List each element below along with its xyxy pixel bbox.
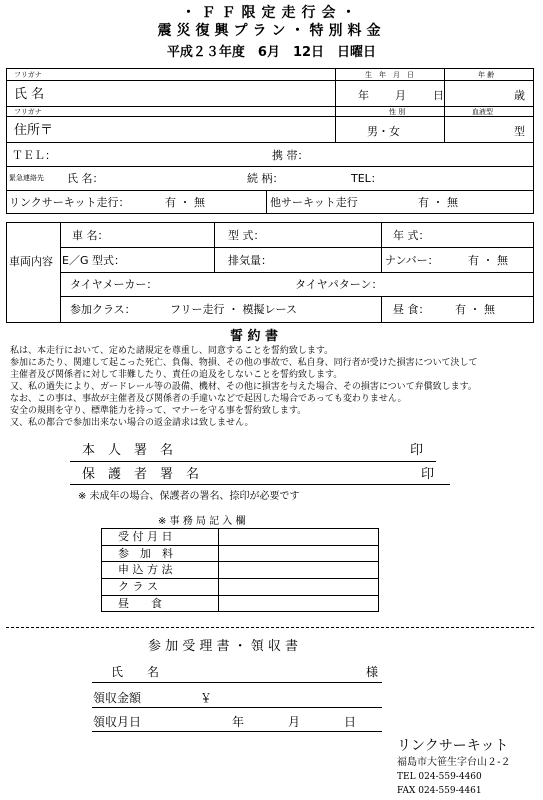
furigana-address-label: フリガナ <box>14 108 42 116</box>
office-row-label: 受 付 月 日 <box>118 530 173 543</box>
lunch-options[interactable]: 有 ・ 無 <box>455 303 495 316</box>
age-unit: 歳 <box>514 89 525 102</box>
title-line-3: 平成２３年度 6月 12日 日曜日 <box>166 45 377 60</box>
office-row-label: 申 込 方 法 <box>118 563 173 576</box>
receipt-date-line[interactable] <box>92 731 382 732</box>
link-circuit-label: リンクサーキット走行： <box>9 196 130 209</box>
office-use-title: ※ 事 務 局 記 入 欄 <box>158 516 246 527</box>
car-model-label: 型 式： <box>228 229 265 242</box>
signature-label: 本 人 署 名 <box>82 443 174 458</box>
oath-line: 参加にあたり、関連して起こった死亡、負傷、物損、その他の事故で、私自身、同行者が受けた損害について決して <box>10 358 478 368</box>
receipt-day-unit: 日 <box>344 715 357 729</box>
receipt-name-label: 氏 名 <box>111 665 160 679</box>
oath-title: 誓 約 書 <box>230 329 279 344</box>
class-options[interactable]: フリー走行 ・ 模擬レース <box>170 303 298 316</box>
receipt-amount-line[interactable] <box>92 707 382 708</box>
oath-line: 安全の規則を守り、標準能力を持って、マナーを守る事を誓約致します。 <box>10 406 307 416</box>
office-row-label: 昼 食 <box>118 597 162 610</box>
number-plate-options[interactable]: 有 ・ 無 <box>468 254 508 267</box>
address-field[interactable] <box>70 118 330 140</box>
name-label: 氏 名 <box>14 87 45 102</box>
tire-pattern-label: タイヤパターン： <box>295 278 383 291</box>
emergency-name-label: 氏 名： <box>67 172 104 185</box>
car-name-label: 車 名： <box>72 229 109 242</box>
guardian-seal: 印 <box>421 467 435 482</box>
address-label: 住所〒 <box>14 123 54 138</box>
tel-label: ＴＥＬ： <box>12 149 56 162</box>
blood-type-header: 血液型 <box>472 108 493 116</box>
birth-year-unit: 年 <box>358 89 369 102</box>
displacement-label: 排気量： <box>228 254 272 267</box>
signature-seal: 印 <box>410 443 424 458</box>
birthdate-header: 生 年 月 日 <box>365 71 414 79</box>
number-plate-label: ナンバー： <box>385 254 439 267</box>
sex-header: 性 別 <box>389 108 406 116</box>
minor-note: ※ 未成年の場合、保護者の署名、捺印が必要です <box>78 491 300 502</box>
office-row-label: ク ラ ス <box>118 580 158 593</box>
birth-day-unit: 日 <box>433 89 444 102</box>
link-circuit-options[interactable]: 有 ・ 無 <box>165 196 205 209</box>
receipt-date-label: 領収月日 <box>93 715 142 729</box>
sex-options[interactable]: 男・女 <box>367 125 400 138</box>
blood-type-unit: 型 <box>514 125 525 138</box>
receipt-title: 参 加 受 理 書 ・ 領 収 書 <box>148 639 299 654</box>
oath-line: 主催者及び関係者に対して非難したり、責任の追及をしないことを誓約致します。 <box>10 370 343 380</box>
mobile-label: 携 帯： <box>272 149 309 162</box>
company-tel: TEL 024-559-4460 <box>397 772 482 782</box>
guardian-signature-label: 保 護 者 署 名 <box>82 467 200 482</box>
receipt-name-line[interactable] <box>92 682 382 683</box>
oath-line: 又、私の都合で参加出来ない場合の返金請求は致しません。 <box>10 418 254 428</box>
name-field[interactable] <box>60 82 330 104</box>
other-circuit-label: 他サーキット走行 <box>270 196 358 209</box>
cut-line <box>6 627 534 628</box>
receipt-sama: 様 <box>366 665 379 679</box>
birth-month-unit: 月 <box>395 89 406 102</box>
age-header: 年 齢 <box>478 71 495 79</box>
furigana-label: フリガナ <box>14 71 42 79</box>
class-label: 参加クラス： <box>70 303 136 316</box>
engine-model-label: E／G 型式： <box>62 254 125 267</box>
oath-line: 又、私の過失により、ガードレール等の設備、機材、その他に損害を与えた場合、その損害について弁償致します。 <box>10 382 477 392</box>
company-name: リンクサーキット <box>397 738 509 754</box>
car-year-label: 年 式： <box>393 229 430 242</box>
oath-line: なお、この事は、事故が主催者及び関係者の手違いなどで起因した場合であっても変わりません。 <box>10 394 407 404</box>
tire-maker-label: タイヤメーカー： <box>70 278 158 291</box>
other-circuit-options[interactable]: 有 ・ 無 <box>418 196 458 209</box>
receipt-amount-label: 領収金額 <box>93 691 142 705</box>
receipt-yen: ￥ <box>200 691 213 705</box>
emergency-tel-label: TEL： <box>351 172 382 185</box>
title-line-1: ・ＦＦ限定走行会・ <box>181 5 362 21</box>
company-fax: FAX 024-559-4461 <box>397 786 482 796</box>
receipt-month-unit: 月 <box>288 715 301 729</box>
emergency-contact-label: 緊急連絡先 <box>9 174 44 182</box>
vehicle-section-label: 車両内容 <box>9 255 53 268</box>
title-line-2: 震災復興プラン・特別料金 <box>157 23 386 39</box>
receipt-year-unit: 年 <box>232 715 245 729</box>
office-row-label: 参 加 料 <box>118 547 173 560</box>
guardian-signature-line[interactable] <box>70 484 450 485</box>
relation-label: 続 柄： <box>247 172 284 185</box>
company-address: 福島市大笹生字台山２-２ <box>397 757 511 768</box>
signature-line[interactable] <box>70 461 436 462</box>
oath-line: 私は、本走行において、定めた諸規定を尊重し、同意することを誓約致します。 <box>10 346 334 356</box>
lunch-label: 昼 食： <box>393 303 430 316</box>
